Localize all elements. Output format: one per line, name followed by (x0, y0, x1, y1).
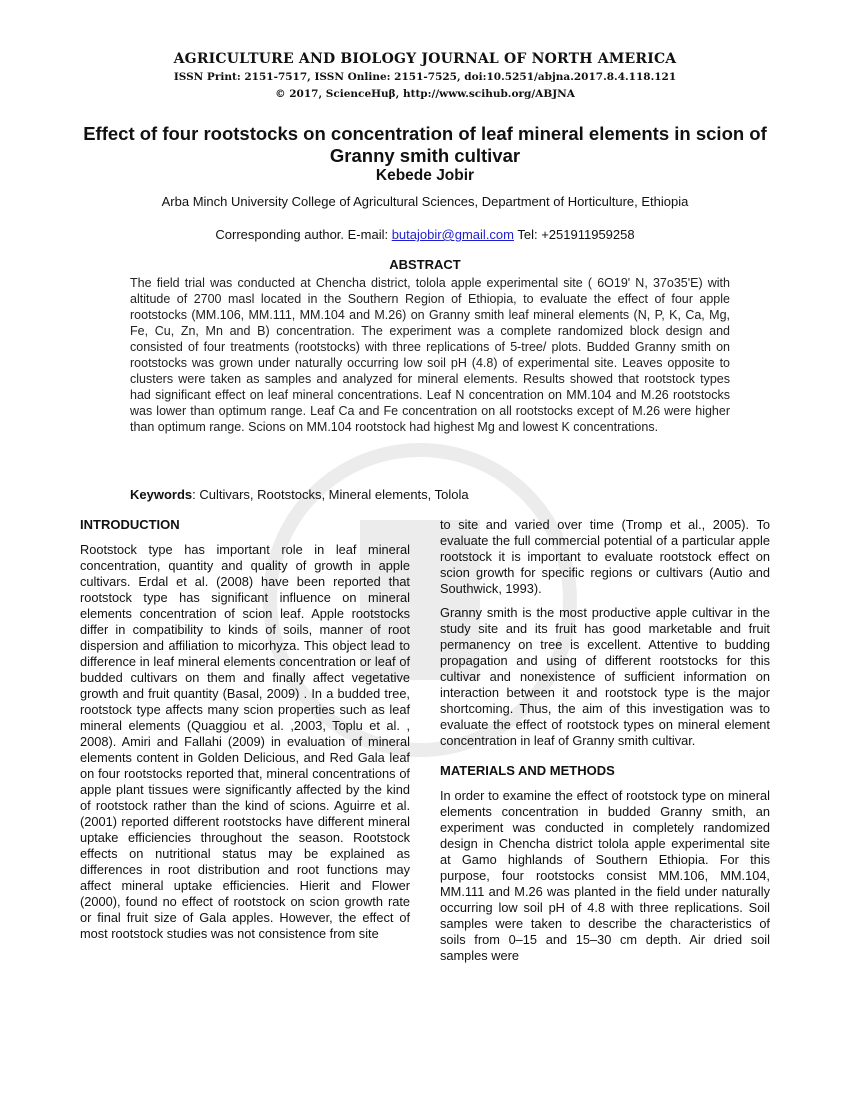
column-right (440, 517, 770, 972)
journal-copyright: © 2017, ScienceHuβ, http://www.scihub.org/ABJNA (275, 88, 575, 100)
journal-name: AGRICULTURE AND BIOLOGY JOURNAL OF NORTH AMERICA (173, 51, 677, 67)
email-link[interactable]: butajobir@gmail.com (391, 227, 514, 242)
introduction-paragraph-1: Rootstock type has important role in leaf mineral concentration, quantity and quality of growth in apple cultivars. Erdal et al. (2008) have been reported that rootstock type has significant influence on mineral elements concentration of scion leaf. Apple rootstocks differ in compatibility to kinds of soils, manner of root dispersion and affiliation to micorhyza. This object lead to difference in leaf mineral elements concentration or leaf of budded cultivars on them and finally affect vegetative growth and fruit quantity (Basal, 2009) . In a budded tree, rootstock type affects many scion properties such as leaf mineral elements (Quaggiou et al. ,2003, Toplu et al. , 2008). Amiri and Fallahi (2009) in evaluation of mineral elements content in Golden Delicious, and Red Gala leaf on four rootstocks reported that, mineral concentrations of apple plant tissues were significantly affected by the kind of rootstock rather than the kind of scions. Aguirre et al. (2001) reported different rootstocks have different mineral uptake efficiencies throughout the season. Rootstock effects on nutritional status may be explained as differences in root distribution and root functions may affect mineral uptake efficiencies. Hierit and Flower (2000), found no effect of rootstock on scion growth rate or final fruit size of Gala apples. However, the effect of most rootstock studies was not consistence from site (80, 542, 410, 941)
keywords-label: Keywords (130, 487, 193, 502)
methods-paragraph-1: In order to examine the effect of rootstock type on mineral elements concentration in budded Granny smith, an experiment was conducted in completely randomized design in Chencha district tolola apple experimental site at Gamo highlands of Southern Ethiopia. For this purpose, four rootstocks consist MM.106, MM.104, MM.111 and M.26 was planted in the field under naturally occurring low soil pH of 4.8 with three replications. Soil samples were taken to describe the characteristics of soils from 0–15 and 15–30 cm depth. Air dried soil samples were (440, 788, 770, 963)
column-left (80, 517, 410, 950)
journal-issn: ISSN Print: 2151-7517, ISSN Online: 2151-7525, doi:10.5251/abjna.2017.8.4.118.121 (173, 71, 677, 83)
paper-title: Effect of four rootstocks on concentration of leaf mineral elements in scion of Granny smith cultivar (83, 123, 767, 166)
journal-header (0, 50, 850, 103)
corresponding-author (0, 227, 850, 242)
abstract-heading: ABSTRACT (389, 257, 461, 272)
corresponding-tel: Tel: +251911959258 (514, 227, 635, 242)
introduction-paragraph-2: Granny smith is the most productive apple cultivar in the study site and its fruit has good marketable and fruit permanency on tree is excellent. Attentive to budding propagation and using of different rootstocks for this cultivar and nonexistence of sufficient information on interaction between it and rootstock type is the major shortcoming. Thus, the aim of this investigation was to evaluate the effect of rootstock types on mineral element concentration in leaf of Granny smith cultivar. (440, 605, 770, 748)
keywords (130, 487, 730, 502)
introduction-paragraph-1-continued: to site and varied over time (Tromp et al., 2005). To evaluate the full commercial potential of a particular apple rootstock it is important to evaluate rootstock effect on scion growth for specific regions or cultivars (Autio and Southwick, 1993). (440, 517, 770, 596)
corresponding-prefix: Corresponding author. E-mail: (215, 227, 392, 242)
methods-heading: MATERIALS AND METHODS (440, 763, 615, 778)
author-affiliation: Arba Minch University College of Agricultural Sciences, Department of Horticulture, Ethiopia (161, 194, 689, 209)
introduction-heading: INTRODUCTION (80, 517, 180, 532)
keywords-text: : Cultivars, Rootstocks, Mineral elements, Tolola (192, 487, 469, 502)
abstract-text: The field trial was conducted at Chencha district, tolola apple experimental site ( 6O19' N, 37o35'E) with altitude of 2700 masl located in the Southern Region of Ethiopia, to evaluate the effect of four apple rootstocks (MM.106, MM.111, MM.104 and M.26) on Granny smith leaf mineral elements (N, P, K, Ca, Mg, Fe, Cu, Zn, Mn and B) concentration. The experiment was a complete randomized block design and consisted of four treatments (rootstocks) with three replications of 5-tree/ plots. Budded Granny smith on rootstocks was grown under naturally occurring low soil pH (4.8) of experimental site. Leaves opposite to clusters were taken as samples and analyzed for mineral elements. Results showed that rootstock types had significant effect on leaf mineral concentrations. Leaf N concentration on MM.104 and M.26 rootstocks was lower than optimum range. Leaf Ca and Fe concentration on all rootstocks except of M.26 were higher than optimum range. Scions on MM.104 rootstock had highest Mg and lowest K concentrations. (130, 276, 730, 434)
author-name: Kebede Jobir (375, 167, 475, 184)
